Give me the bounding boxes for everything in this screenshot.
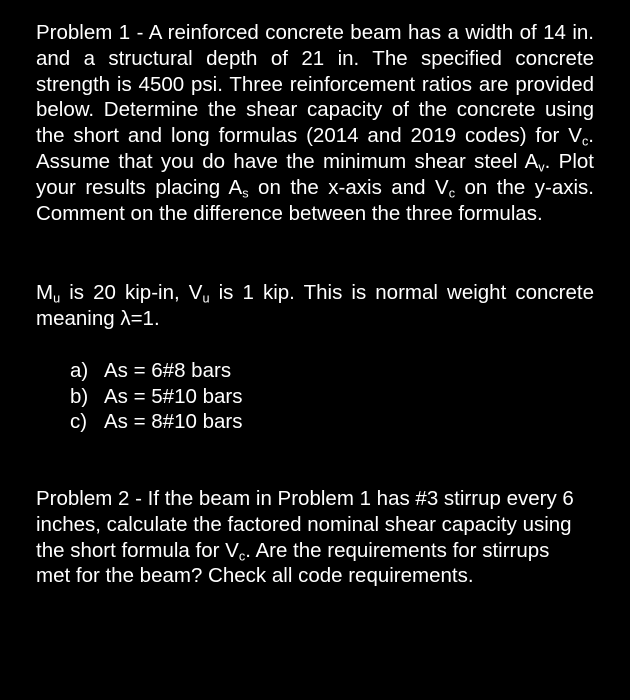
mu-symbol: $M_u$ xyxy=(36,281,61,306)
problem-1-statement: Problem 1 - A reinforced concrete beam has a width of 14 in. and a structural depth of 21 in. The specified concrete strength is 4500 psi. Three reinforcement ratios are provided below. Determine the shear capacity of the concrete using the short and long formulas (2014 and 2019 codes) for $V_c$. Assume that you do have the minimum shear steel $A_v$. Plot your results placing $A_s$ on the x-axis and $V_c$ on the y-axis. Comment on the difference between the three formulas. xyxy=(36,21,595,225)
av-symbol: $A_v$ xyxy=(524,149,545,175)
vu-symbol: $V_u$ xyxy=(188,281,210,306)
given-loads: $M_u$ is 20 kip-in, $V_u$ is 1 kip. This is normal weight concrete meaning λ=1. xyxy=(36,281,594,330)
list-item: b) As = 5#10 bars xyxy=(70,384,243,408)
problem-2-statement: Problem 2 - If the beam in Problem 1 has #3 stirrup every 6 inches, calculate the factored nominal shear capacity using the short formula for $V_c$. Are the requirements for stirrups met for the beam? Check all code requirements. xyxy=(36,487,574,588)
vc-symbol: $V_c$ xyxy=(435,175,456,201)
list-item: c) As = 8#10 bars xyxy=(70,410,243,434)
as-symbol: $A_s$ xyxy=(228,175,249,201)
reinforcement-options-list xyxy=(70,358,242,435)
vc-symbol: $V_c$ xyxy=(225,538,246,564)
vc-symbol: $V_c$ xyxy=(568,124,589,149)
list-item: a) As = 6#8 bars xyxy=(70,359,232,382)
